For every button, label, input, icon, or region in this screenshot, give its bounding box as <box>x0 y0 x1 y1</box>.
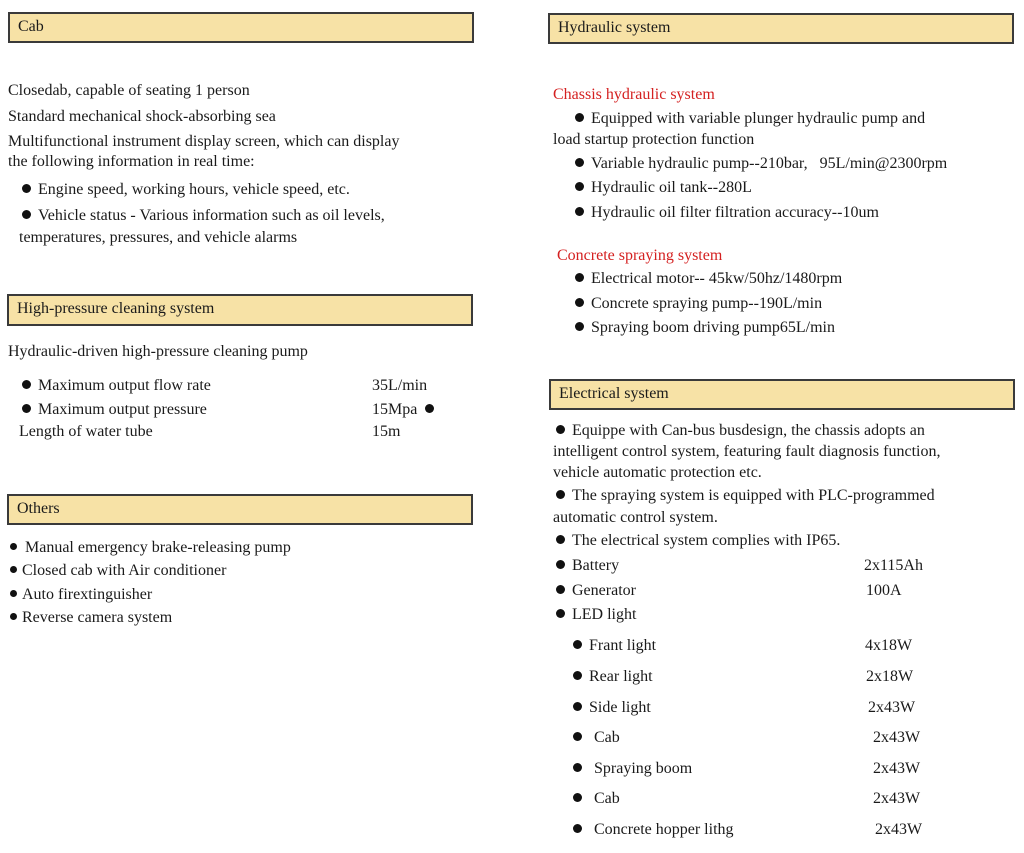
section-header-cab: Cab <box>8 12 474 43</box>
bullet-icon <box>22 404 31 413</box>
bullet-icon <box>10 566 17 573</box>
item-text: Electrical motor-- 45kw/50hz/1480rpm <box>591 270 843 287</box>
bullet-icon <box>556 535 565 544</box>
spray-item <box>575 318 835 338</box>
chassis-subheading: Chassis hydraulic system <box>553 86 715 103</box>
electrical-line-cont: vehicle automatic protection etc. <box>553 464 762 481</box>
cleaning-row-label <box>22 376 211 396</box>
cleaning-row-value: 15m <box>372 423 401 440</box>
electrical-line-cont: intelligent control system, featuring fault diagnosis function, <box>553 443 941 460</box>
item-text: Manual emergency brake-releasing pump <box>25 539 291 556</box>
item-text: Hydraulic oil filter filtration accuracy--10um <box>591 204 879 221</box>
bullet-icon <box>575 322 584 331</box>
cleaning-intro: Hydraulic-driven high-pressure cleaning pump <box>8 343 308 360</box>
item-text: Spraying boom driving pump65L/min <box>591 319 835 336</box>
bullet-text: Vehicle status - Various information such as oil levels, <box>38 207 385 224</box>
chassis-item <box>575 178 752 198</box>
bullet-icon <box>22 184 31 193</box>
light-row-value: 2x43W <box>873 790 921 807</box>
light-row-label <box>573 820 734 840</box>
light-row-label <box>573 698 651 718</box>
bullet-icon <box>556 609 565 618</box>
light-row-value: 2x43W <box>873 729 921 746</box>
spray-item <box>575 294 822 314</box>
others-item <box>10 608 172 628</box>
bullet-icon <box>575 113 584 122</box>
electrical-line <box>556 421 925 441</box>
cab-bullet-cont: temperatures, pressures, and vehicle alarms <box>19 229 298 246</box>
light-row-label <box>573 728 620 748</box>
bullet-icon <box>575 158 584 167</box>
bullet-icon <box>575 182 584 191</box>
light-row-label <box>573 789 620 809</box>
spec-row-value: 2x115Ah <box>864 557 923 574</box>
electrical-line <box>556 486 935 506</box>
bullet-icon <box>573 640 582 649</box>
cleaning-row-value <box>372 400 434 420</box>
spec-row-label <box>556 556 619 576</box>
others-item <box>10 538 291 558</box>
cab-line: Multifunctional instrument display screen, which can display <box>8 133 400 150</box>
light-label: Cab <box>594 790 620 807</box>
item-text: Equippe with Can-bus busdesign, the chassis adopts an <box>572 422 925 439</box>
light-label: Spraying boom <box>594 760 693 777</box>
item-text: The electrical system complies with IP65. <box>572 532 841 549</box>
bullet-icon <box>573 763 582 772</box>
others-item <box>10 585 152 605</box>
bullet-icon <box>556 585 565 594</box>
item-text: Equipped with variable plunger hydraulic pump and <box>591 110 926 127</box>
section-header-electrical: Electrical system <box>549 379 1015 410</box>
item-text: Concrete spraying pump--190L/min <box>591 295 823 312</box>
spec-row-label <box>556 605 636 625</box>
others-item <box>10 561 226 581</box>
light-label: Side light <box>589 699 651 716</box>
bullet-icon <box>556 490 565 499</box>
light-label: Rear light <box>589 668 653 685</box>
chassis-item <box>575 109 925 129</box>
item-text: Closed cab with Air conditioner <box>22 562 227 579</box>
bullet-icon <box>10 543 17 550</box>
section-header-hydraulic: Hydraulic system <box>548 13 1014 44</box>
cleaning-row-value: 35L/min <box>372 377 428 394</box>
section-header-cleaning: High-pressure cleaning system <box>7 294 473 326</box>
light-label: Frant light <box>589 637 657 654</box>
bullet-icon <box>573 824 582 833</box>
bullet-icon <box>573 732 582 741</box>
row-value: 15Mpa <box>372 401 418 418</box>
item-text: Hydraulic oil tank--280L <box>591 179 752 196</box>
item-text: The spraying system is equipped with PLC-programmed <box>572 487 935 504</box>
spec-label: LED light <box>572 606 637 623</box>
cleaning-row-label <box>22 400 207 420</box>
chassis-item <box>575 203 879 223</box>
cab-bullet <box>22 206 385 226</box>
item-text: Reverse camera system <box>22 609 173 626</box>
bullet-icon <box>10 590 17 597</box>
chassis-item <box>575 154 947 174</box>
bullet-icon <box>575 207 584 216</box>
bullet-icon <box>556 425 565 434</box>
spec-row-label <box>556 581 636 601</box>
bullet-text: Engine speed, working hours, vehicle speed, etc. <box>38 181 350 198</box>
light-row-value: 2x18W <box>866 668 914 685</box>
cab-bullet <box>22 180 350 200</box>
spec-row-value: 100A <box>866 582 902 599</box>
bullet-icon <box>575 273 584 282</box>
spec-label: Generator <box>572 582 636 599</box>
row-label: Maximum output pressure <box>38 401 207 418</box>
cab-line: Closedab, capable of seating 1 person <box>8 82 250 99</box>
bullet-icon <box>573 702 582 711</box>
light-row-label <box>573 667 653 687</box>
bullet-icon <box>575 298 584 307</box>
bullet-icon <box>556 560 565 569</box>
bullet-icon <box>22 210 31 219</box>
bullet-icon <box>573 671 582 680</box>
electrical-line-cont: automatic control system. <box>553 509 718 526</box>
bullet-icon <box>573 793 582 802</box>
spray-item <box>575 269 842 289</box>
chassis-item-cont: load startup protection function <box>553 131 755 148</box>
light-row-label <box>573 636 656 656</box>
bullet-icon <box>22 380 31 389</box>
cleaning-row-label: Length of water tube <box>19 423 153 440</box>
light-row-label <box>573 759 692 779</box>
light-label: Concrete hopper lithg <box>594 821 734 838</box>
bullet-icon <box>425 404 434 413</box>
electrical-line <box>556 531 840 551</box>
bullet-icon <box>10 613 17 620</box>
cab-line: Standard mechanical shock-absorbing sea <box>8 108 276 125</box>
cab-line: the following information in real time: <box>8 153 255 170</box>
light-row-value: 2x43W <box>873 760 921 777</box>
section-header-others: Others <box>7 494 473 525</box>
light-row-value: 2x43W <box>875 821 923 838</box>
light-row-value: 4x18W <box>865 637 913 654</box>
row-label: Maximum output flow rate <box>38 377 211 394</box>
light-row-value: 2x43W <box>868 699 916 716</box>
spec-label: Battery <box>572 557 620 574</box>
light-label: Cab <box>594 729 620 746</box>
spray-subheading: Concrete spraying system <box>557 247 723 264</box>
item-text: Auto firextinguisher <box>22 586 153 603</box>
item-text: Variable hydraulic pump--210bar, 95L/min@2300rpm <box>591 155 948 172</box>
